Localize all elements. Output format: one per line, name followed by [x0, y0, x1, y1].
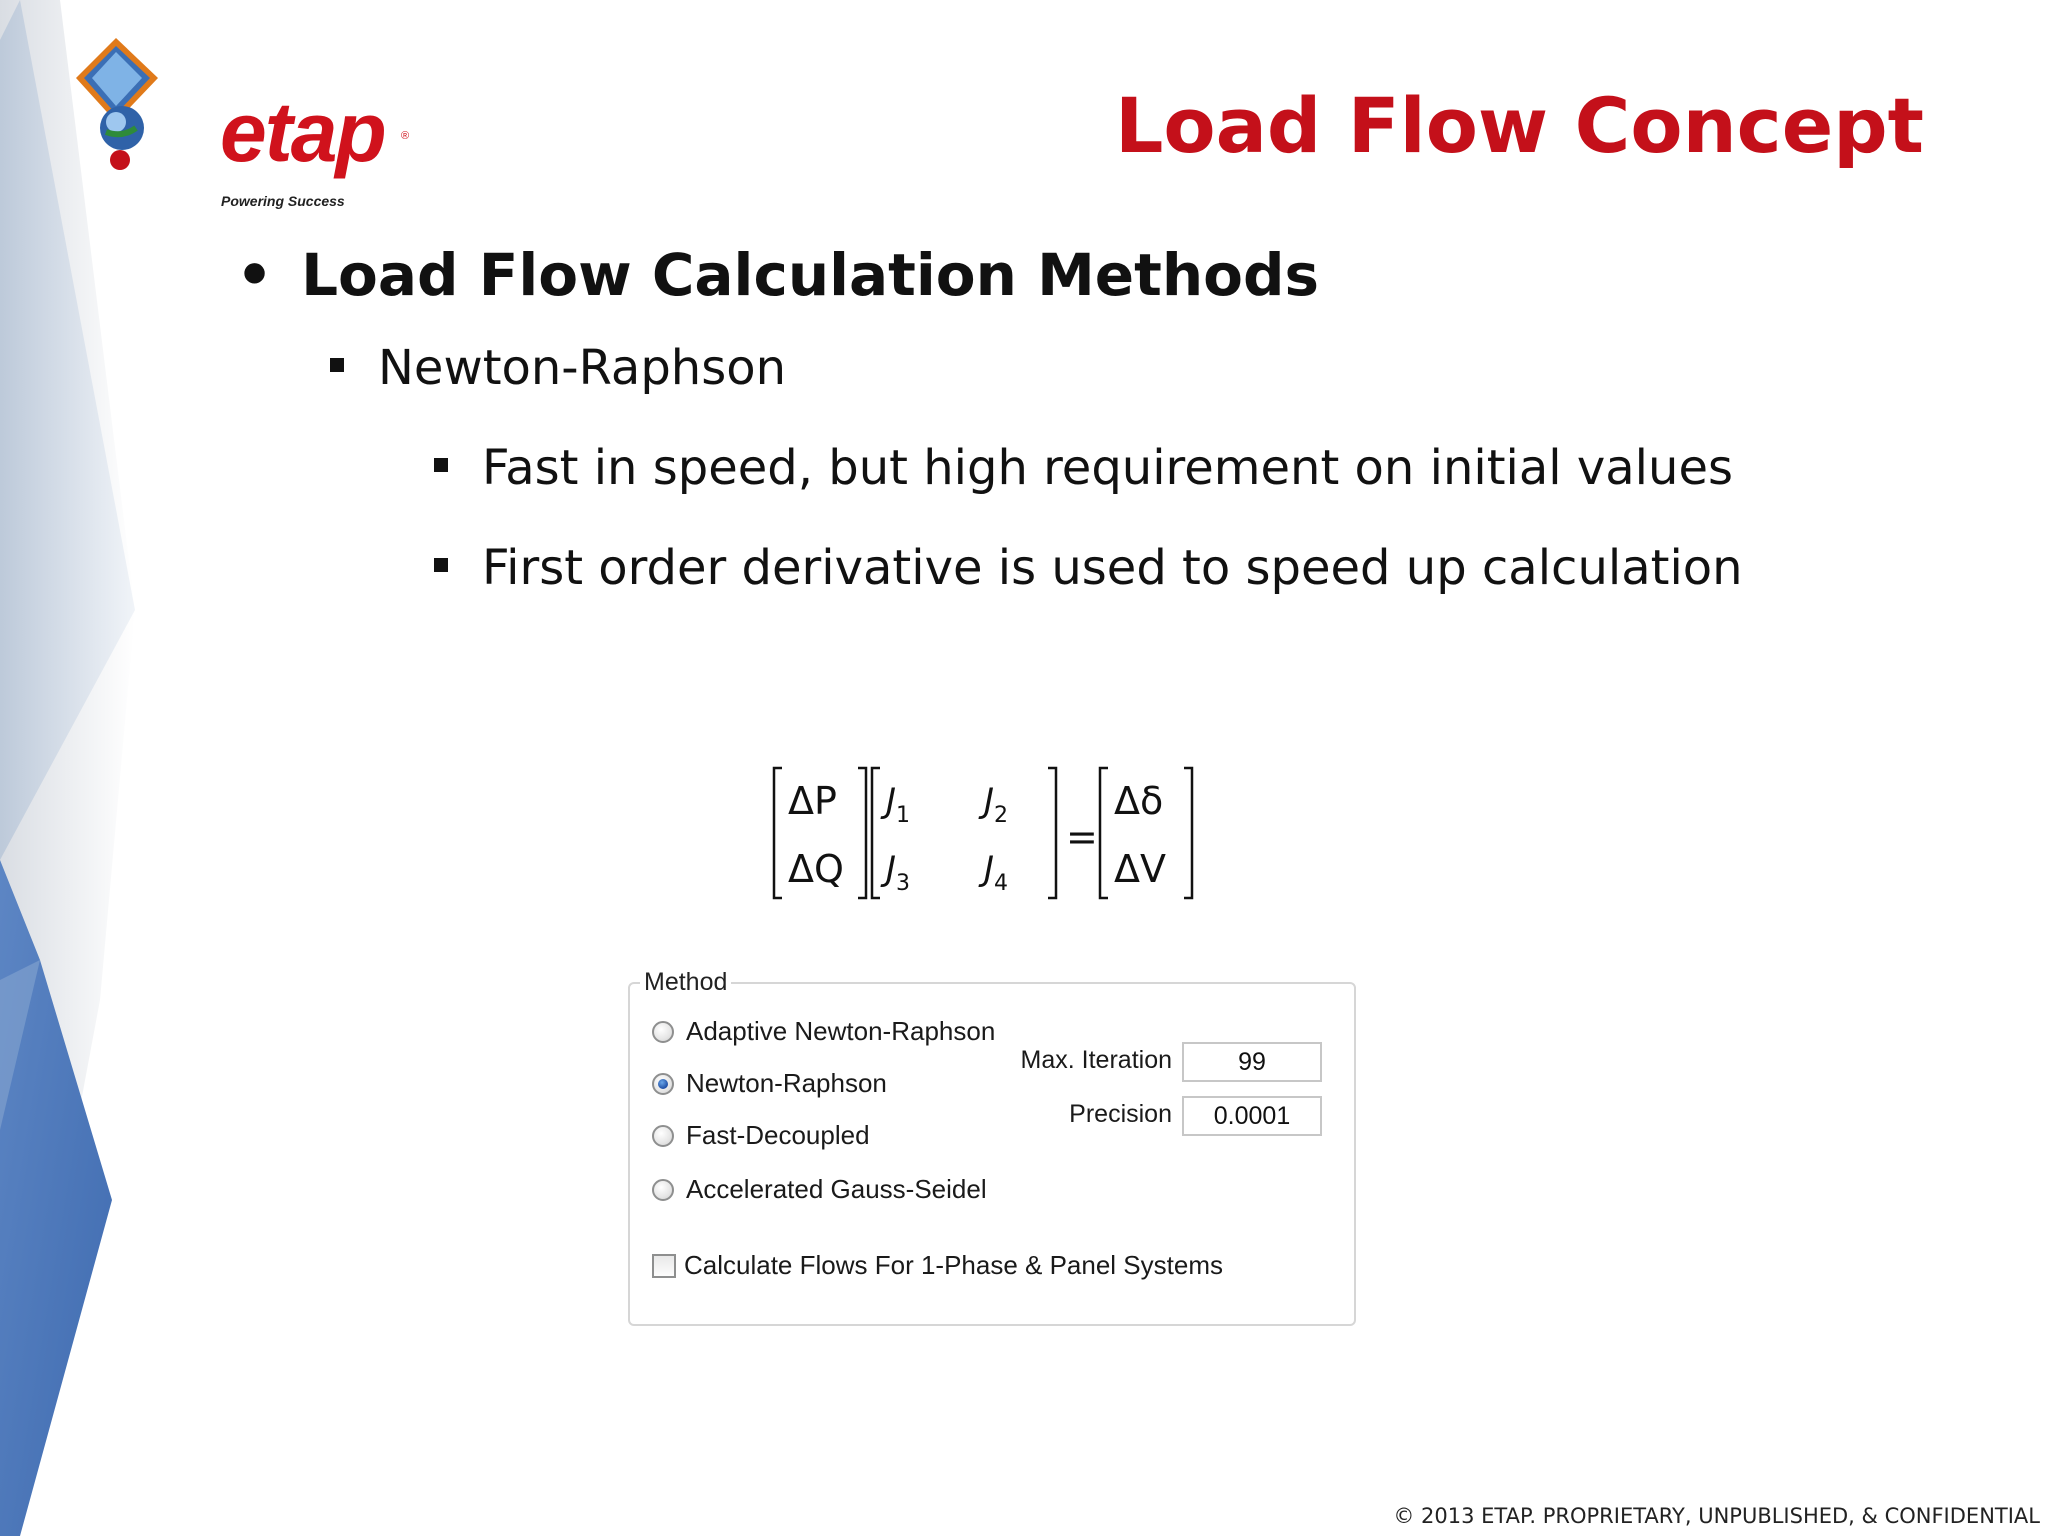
- radio-fast-decoupled[interactable]: [652, 1120, 870, 1151]
- bullet-level3-text: Fast in speed, but high requirement on initial values: [482, 440, 1733, 496]
- bullet-level3: [434, 442, 1733, 495]
- square-bullet-icon: [434, 558, 448, 572]
- precision-input[interactable]: 0.0001: [1182, 1096, 1322, 1136]
- max-iteration-label: Max. Iteration: [1020, 1046, 1172, 1074]
- radio-button-icon[interactable]: [652, 1125, 674, 1147]
- bracket-left-open: [774, 768, 782, 898]
- page-title: Load Flow Concept: [1114, 81, 1924, 170]
- bracket-right-close: [1184, 768, 1192, 898]
- radio-newton-raphson[interactable]: [652, 1068, 887, 1099]
- checkbox-icon[interactable]: [652, 1254, 676, 1278]
- radio-label: Accelerated Gauss-Seidel: [686, 1174, 987, 1204]
- etap-logo: [70, 32, 410, 209]
- eq-delta-q: ΔQ: [788, 847, 844, 891]
- precision-label: Precision: [1069, 1100, 1172, 1128]
- eq-j1: $J_1$: [886, 781, 911, 828]
- checkbox-label: Calculate Flows For 1-Phase & Panel Systems: [684, 1250, 1223, 1280]
- footer-copyright: © 2013 ETAP. PROPRIETARY, UNPUBLISHED, & CONFIDENTIAL: [1393, 1504, 2040, 1528]
- radio-button-icon[interactable]: [652, 1179, 674, 1201]
- logo-mark-icon: [70, 32, 230, 182]
- eq-j3: $J_3$: [886, 849, 911, 896]
- eq-equals: =: [1066, 815, 1098, 859]
- radio-label: Adaptive Newton-Raphson: [686, 1016, 996, 1046]
- bracket-matrix-close: [1048, 768, 1056, 898]
- square-bullet-icon: [330, 358, 344, 372]
- eq-j2: $J_2$: [984, 781, 1009, 828]
- bullet-dot-icon: •: [236, 241, 274, 309]
- radio-button-selected-icon[interactable]: [652, 1073, 674, 1095]
- logo-wordmark: etap: [220, 85, 385, 179]
- radio-accelerated-gauss-seidel[interactable]: [652, 1174, 987, 1205]
- eq-delta-delta: Δδ: [1114, 779, 1164, 823]
- bullet-level1: [236, 241, 1320, 309]
- jacobian-equation: [770, 764, 1210, 904]
- method-groupbox: [628, 968, 1356, 1326]
- method-legend: Method: [640, 968, 731, 997]
- eq-delta-v: ΔV: [1114, 847, 1166, 891]
- eq-j4: $J_4$: [984, 849, 1009, 896]
- radio-button-icon[interactable]: [652, 1021, 674, 1043]
- radio-label: Fast-Decoupled: [686, 1120, 870, 1150]
- bullet-level2-text: Newton-Raphson: [378, 340, 787, 396]
- logo-registered-mark: ®: [401, 130, 410, 142]
- bullet-level3: [434, 542, 1743, 595]
- bullet-level3-text: First order derivative is used to speed up calculation: [482, 540, 1743, 596]
- square-bullet-icon: [434, 458, 448, 472]
- bracket-matrix-open: [872, 768, 880, 898]
- radio-label: Newton-Raphson: [686, 1068, 887, 1098]
- eq-delta-p: ΔP: [788, 779, 837, 823]
- radio-adaptive-newton-raphson[interactable]: [652, 1016, 995, 1047]
- calculate-flows-checkbox-row[interactable]: [652, 1250, 1223, 1281]
- bracket-right-open: [1100, 768, 1108, 898]
- bullet-level2: [330, 342, 786, 395]
- bullet-level1-text: Load Flow Calculation Methods: [301, 241, 1320, 309]
- logo-tagline: Powering Success: [221, 193, 345, 209]
- max-iteration-input[interactable]: 99: [1182, 1042, 1322, 1082]
- bracket-left-close: [858, 768, 866, 898]
